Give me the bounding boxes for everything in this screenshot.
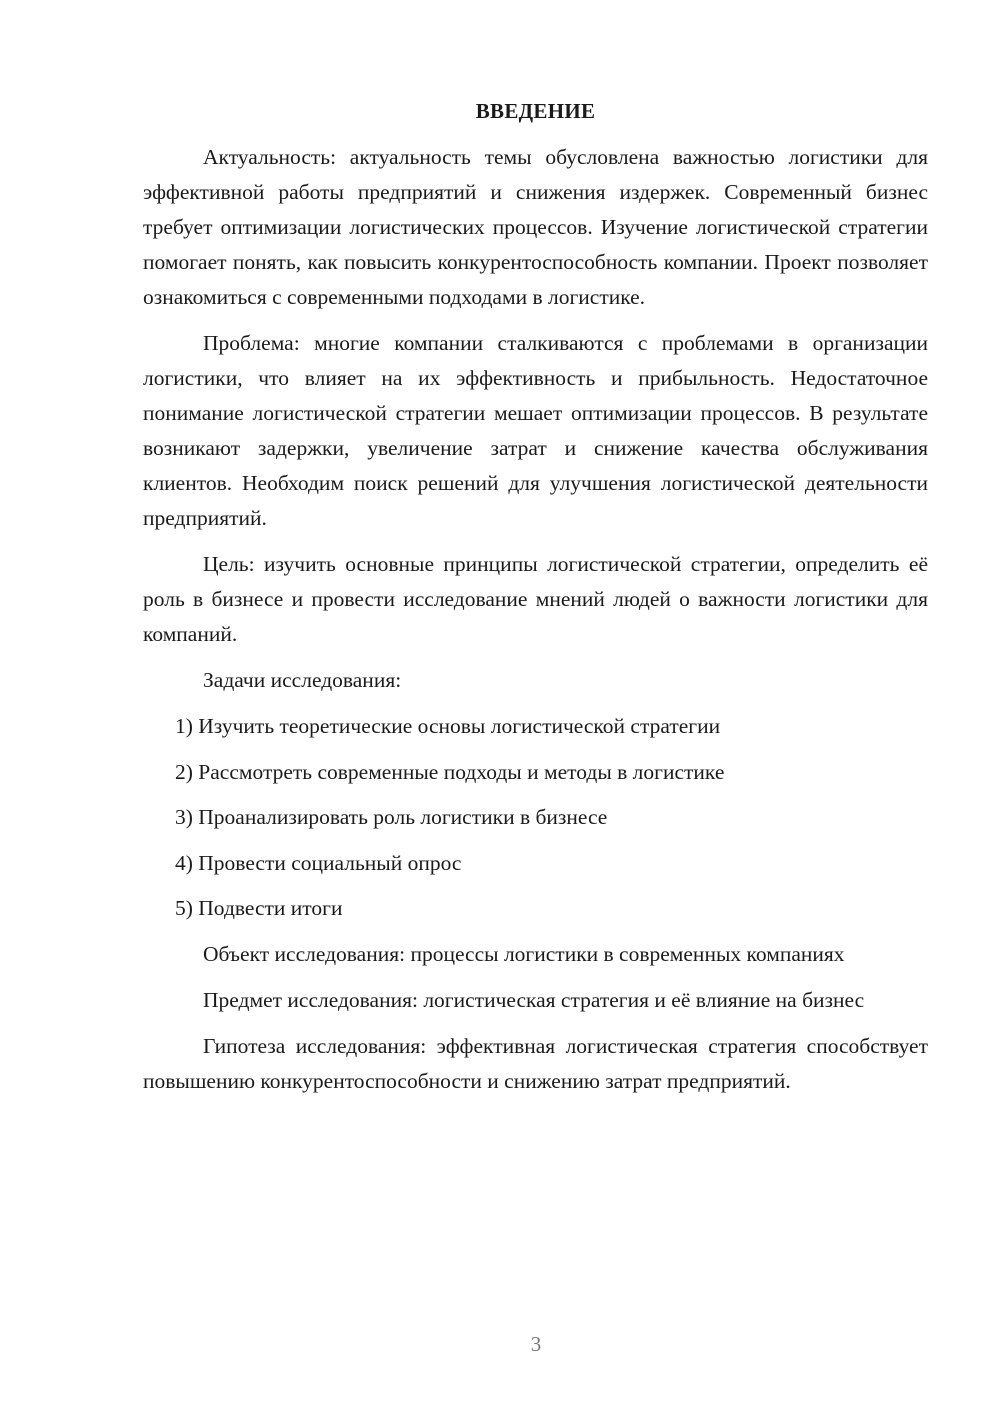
goal-paragraph: Цель: изучить основные принципы логистической стратегии, определить её роль в бизнесе и провести исследование мнений людей о важности логистики для компаний. <box>143 552 928 646</box>
page-number: 3 <box>530 1332 542 1356</box>
problem-paragraph: Проблема: многие компании сталкиваются с проблемами в организации логистики, что влияет на их эффективность и прибыльность. Недостаточное понимание логистической стратегии мешает оптимизации процессов. В результате возникают задержки, увеличение затрат и снижение качества обслуживания клиентов. Необходим поиск решений для улучшения логистической деятельности предприятий. <box>143 331 928 530</box>
task-list <box>143 709 928 926</box>
object-paragraph: Объект исследования: процессы логистики в современных компаниях <box>203 942 845 966</box>
section-heading: ВВЕДЕНИЕ <box>475 99 596 123</box>
task-item-3: 3) Проанализировать роль логистики в бизнесе <box>175 805 608 829</box>
tasks-title: Задачи исследования: <box>203 668 402 692</box>
relevance-paragraph: Актуальность: актуальность темы обусловлена важностью логистики для эффективной работы предприятий и снижения издержек. Современный бизнес требует оптимизации логистических процессов. Изучение логистической стратегии помогает понять, как повысить конкурентоспособность компании. Проект позволяет ознакомиться с современными подходами в логистике. <box>143 145 928 309</box>
document-page <box>143 96 928 1099</box>
task-item-4: 4) Провести социальный опрос <box>175 850 462 875</box>
hypothesis-paragraph: Гипотеза исследования: эффективная логистическая стратегия способствует повышению конкурентоспособности и снижению затрат предприятий. <box>143 1034 928 1093</box>
task-item-1: 1) Изучить теоретические основы логистической стратегии <box>175 714 721 738</box>
task-item-5: 5) Подвести итоги <box>175 896 343 920</box>
subject-paragraph: Предмет исследования: логистическая стратегия и её влияние на бизнес <box>203 988 865 1012</box>
task-item-2: 2) Рассмотреть современные подходы и методы в логистике <box>175 759 725 784</box>
